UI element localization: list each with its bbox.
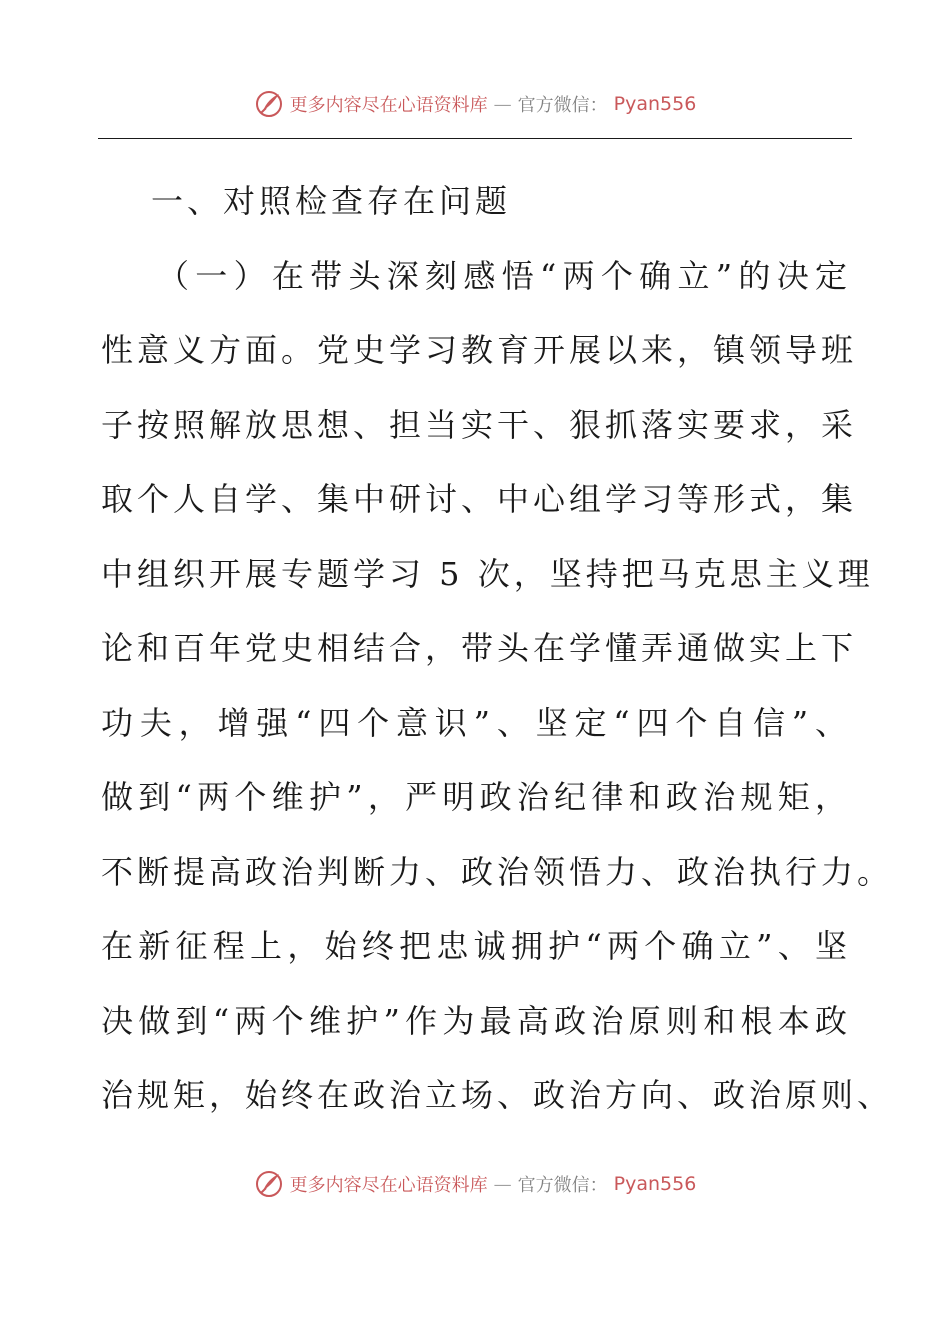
- paragraph-line: 中组织开展专题学习 5 次，坚持把马克思主义理: [101, 554, 874, 593]
- paragraph-line: 论和百年党史相结合，带头在学懂弄通做实上下: [101, 629, 858, 667]
- paragraph-line: 取个人自学、集中研讨、中心组学习等形式，集: [101, 480, 858, 518]
- document-body: [101, 172, 894, 1141]
- header-divider: [98, 138, 852, 139]
- paragraph-line: 在新征程上，始终把忠诚拥护“两个确立”、坚: [101, 927, 851, 965]
- watermark-wechat-label: 官方微信：: [517, 1175, 608, 1196]
- paragraph-line: 功夫，增强“四个意识”、坚定“四个自信”、: [101, 703, 851, 742]
- quill-logo-icon: [254, 89, 284, 119]
- paragraph-line: 做到“两个维护”，严明政治纪律和政治规矩，: [101, 778, 851, 816]
- watermark-dash: —: [493, 93, 512, 115]
- paragraph-line: 不断提高政治判断力、政治领悟力、政治执行力。: [101, 852, 894, 891]
- watermark-dash: —: [493, 1173, 512, 1195]
- watermark-brand-text: 更多内容尽在心语资料库: [289, 1175, 488, 1196]
- paragraph-line: 治规矩，始终在政治立场、政治方向、政治原则、: [101, 1076, 894, 1114]
- watermark-brand-text: 更多内容尽在心语资料库: [289, 95, 488, 116]
- paragraph-line: （一）在带头深刻感悟“两个确立”的决定: [157, 256, 851, 295]
- footer-watermark: [0, 1164, 950, 1204]
- watermark-wechat-id: Pyan556: [613, 93, 697, 115]
- header-watermark: [0, 84, 950, 124]
- paragraph-line: 决做到“两个维护”作为最高政治原则和根本政: [101, 1001, 851, 1040]
- paragraph-line: 子按照解放思想、担当实干、狠抓落实要求，采: [101, 405, 858, 444]
- quill-logo-icon: [254, 1169, 284, 1199]
- paragraph-line: 性意义方面。党史学习教育开展以来，镇领导班: [101, 331, 858, 369]
- section-heading: 一、对照检查存在问题: [151, 182, 512, 220]
- watermark-wechat-id: Pyan556: [613, 1173, 697, 1195]
- watermark-wechat-label: 官方微信：: [517, 95, 608, 116]
